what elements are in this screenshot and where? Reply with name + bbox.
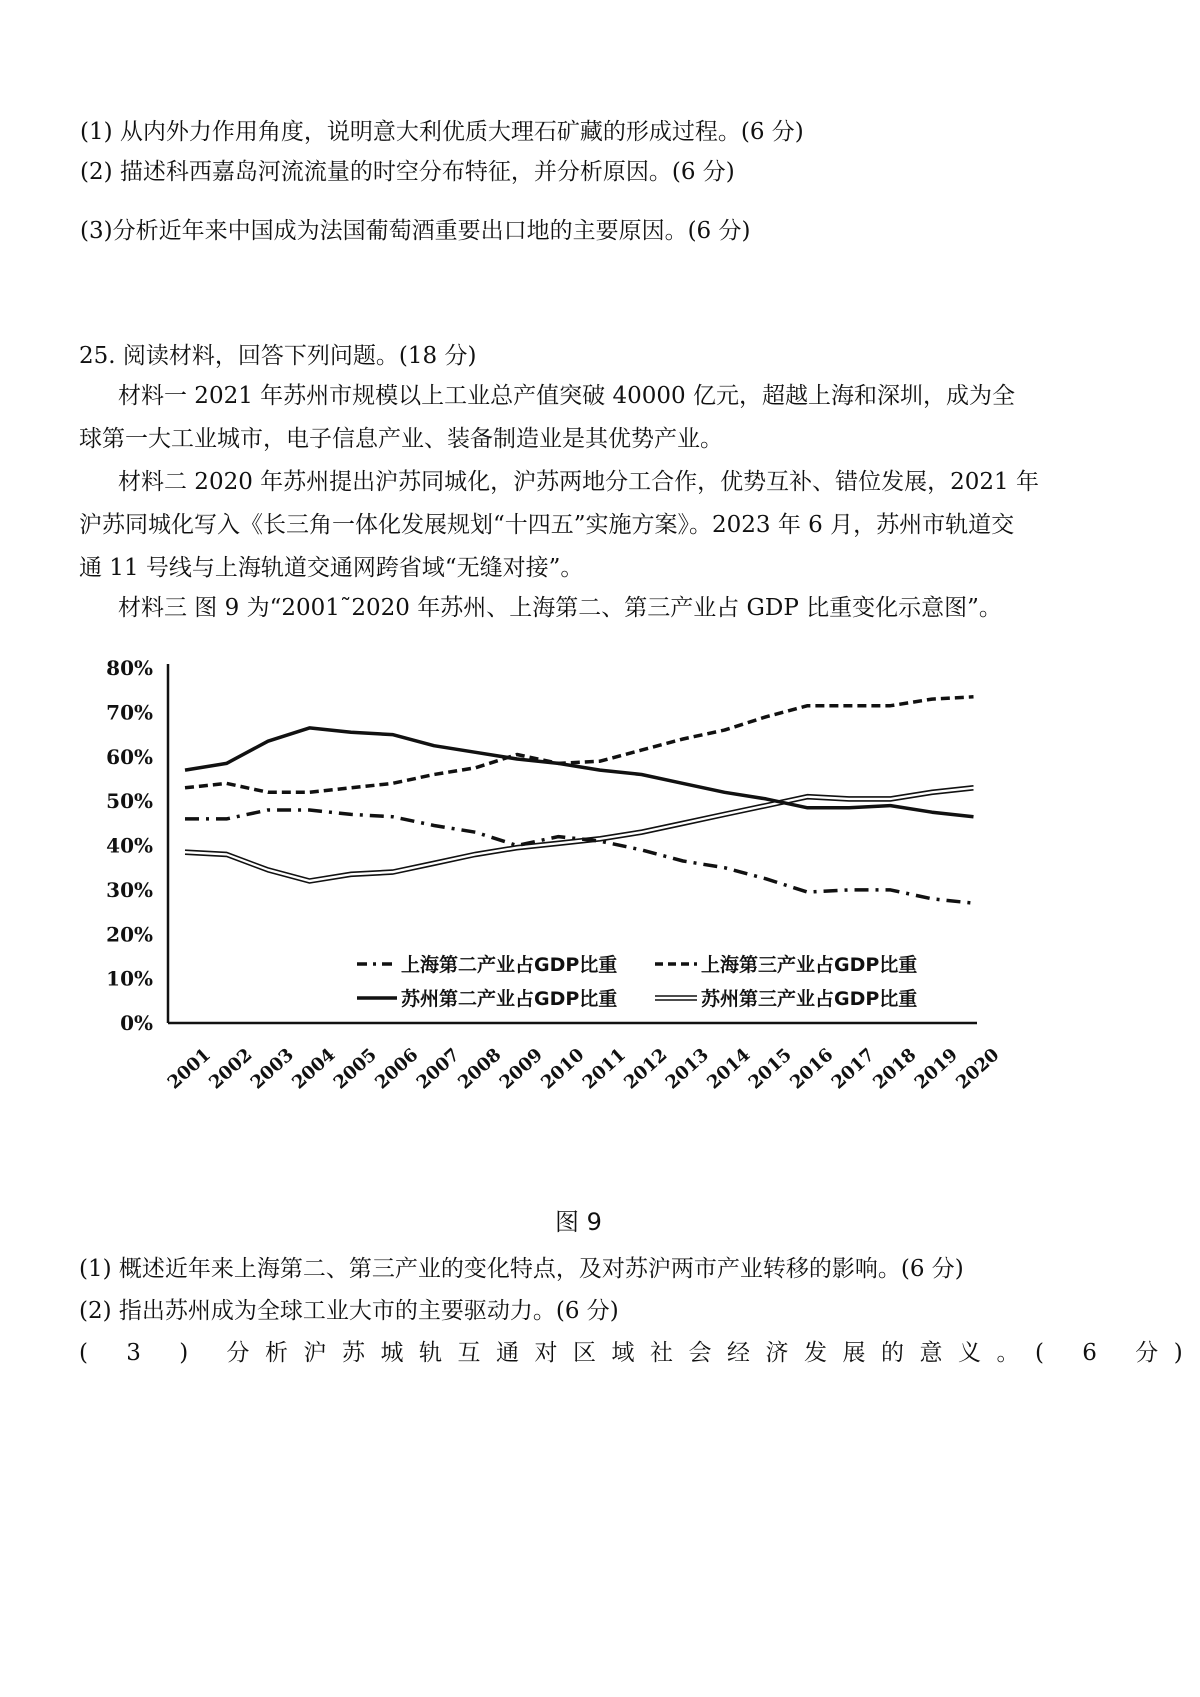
material-3: 材料三 图 9 为“2001˜2020 年苏州、上海第二、第三产业占 GDP 比重变化示意图”。 (118, 595, 1002, 621)
y-tick-label: 80% (106, 656, 153, 680)
x-tick-label: 2020 (952, 1044, 1004, 1094)
series-suzhou-tertiary-lower (185, 790, 974, 883)
material-2-line-1: 材料二 2020 年苏州提出沪苏同城化，沪苏两地分工合作，优势互补、错位发展，2021 年 (118, 469, 1039, 495)
x-tick-label: 2004 (288, 1044, 340, 1094)
series-lines (185, 697, 974, 903)
legend-label-sz-secondary: 苏州第二产业占GDP比重 (401, 988, 618, 1010)
x-tick-label: 2001 (163, 1044, 215, 1094)
legend-label-sh-tertiary: 上海第三产业占GDP比重 (701, 954, 918, 976)
x-tick-label: 2017 (827, 1044, 879, 1094)
series-shanghai-secondary (185, 810, 974, 903)
x-tick-label: 2010 (537, 1044, 589, 1094)
x-tick-label: 2002 (205, 1044, 257, 1094)
subquestion-3: ( 3 ) 分析沪苏城轨互通对区域社会经济发展的意义。( 6 分) (79, 1340, 1199, 1366)
x-tick-label: 2009 (495, 1044, 547, 1094)
x-tick-label: 2011 (578, 1044, 630, 1094)
material-1-line-1: 材料一 2021 年苏州市规模以上工业总产值突破 40000 亿元，超越上海和深圳，成为全 (118, 383, 1015, 409)
industry-share-chart (95, 656, 1004, 1108)
x-tick-label: 2006 (371, 1044, 423, 1094)
subquestion-1: (1) 概述近年来上海第二、第三产业的变化特点，及对苏沪两市产业转移的影响。(6 分) (79, 1256, 964, 1282)
x-tick-label: 2016 (786, 1044, 838, 1094)
y-tick-label: 40% (106, 833, 153, 858)
legend-label-sh-secondary: 上海第二产业占GDP比重 (401, 954, 618, 976)
series-suzhou-tertiary-upper (185, 786, 974, 879)
series-suzhou-secondary (185, 728, 974, 817)
y-axis-ticks (106, 656, 153, 1035)
legend-label-sz-tertiary: 苏州第三产业占GDP比重 (701, 988, 918, 1010)
material-2-line-2: 沪苏同城化写入《长三角一体化发展规划“十四五”实施方案》。2023 年 6 月，苏州市轨道交 (79, 512, 1015, 538)
x-tick-label: 2013 (661, 1044, 713, 1094)
y-tick-label: 20% (106, 922, 153, 947)
material-2-line-3: 通 11 号线与上海轨道交通网跨省域“无缝对接”。 (79, 555, 584, 581)
y-tick-label: 0% (120, 1011, 153, 1035)
x-tick-label: 2007 (412, 1044, 464, 1094)
series-shanghai-tertiary (185, 697, 974, 793)
legend (357, 953, 917, 1010)
y-tick-label: 30% (106, 877, 153, 902)
question-prev-2: (2) 描述科西嘉岛河流流量的时空分布特征，并分析原因。(6 分) (80, 159, 735, 185)
y-tick-label: 10% (106, 966, 153, 991)
subquestion-2: (2) 指出苏州成为全球工业大市的主要驱动力。(6 分) (79, 1298, 619, 1324)
y-tick-label: 60% (106, 744, 153, 769)
y-tick-label: 70% (106, 700, 153, 725)
x-tick-label: 2018 (869, 1044, 921, 1094)
x-tick-label: 2014 (703, 1044, 755, 1094)
question-prev-1: (1) 从内外力作用角度，说明意大利优质大理石矿藏的形成过程。(6 分) (80, 119, 804, 145)
x-tick-label: 2019 (910, 1044, 962, 1094)
q25-title: 25. 阅读材料，回答下列问题。(18 分) (79, 343, 477, 369)
x-tick-label: 2005 (329, 1044, 381, 1094)
x-axis-labels (164, 1044, 1004, 1093)
material-1-line-2: 球第一大工业城市，电子信息产业、装备制造业是其优势产业。 (79, 426, 723, 452)
x-tick-label: 2012 (620, 1044, 672, 1094)
y-tick-label: 50% (106, 789, 153, 814)
x-tick-label: 2015 (744, 1044, 796, 1094)
question-prev-3: (3)分析近年来中国成为法国葡萄酒重要出口地的主要原因。(6 分) (80, 218, 751, 244)
figure-label: 图 9 (555, 1208, 602, 1236)
x-tick-label: 2008 (454, 1044, 506, 1094)
x-tick-label: 2003 (246, 1044, 298, 1094)
